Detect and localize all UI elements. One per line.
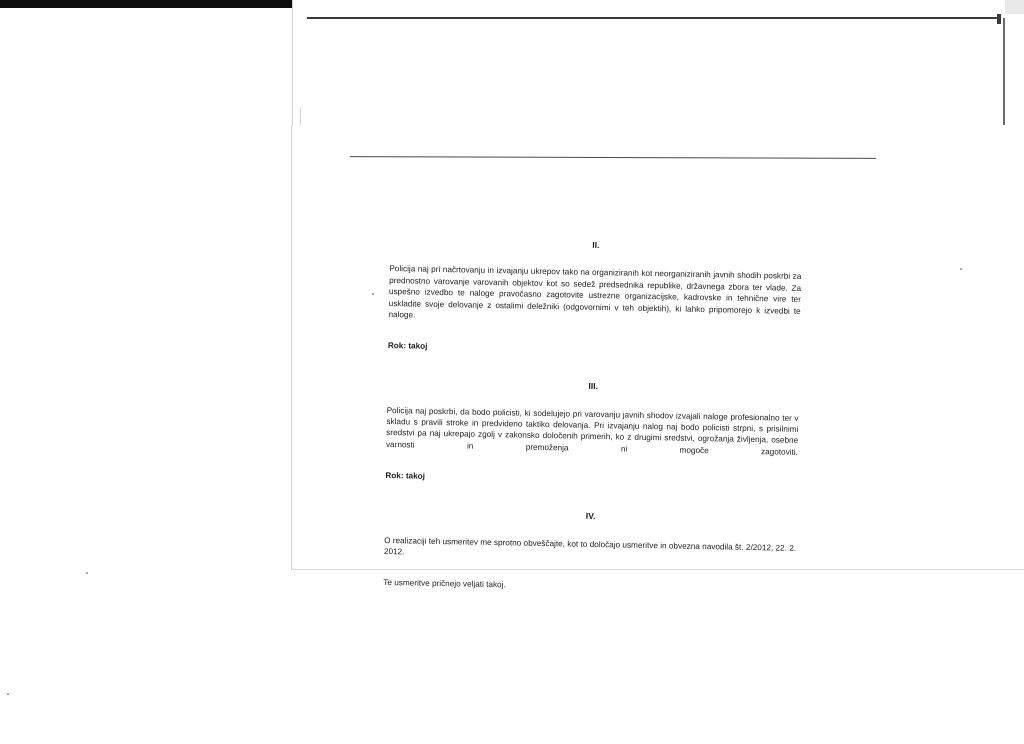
scan-speck	[960, 268, 962, 270]
scan-speck	[372, 293, 374, 295]
scan-speck	[86, 572, 88, 574]
section-ii-deadline: Rok: takoj	[387, 340, 428, 351]
section-heading-ii: II.	[592, 239, 600, 251]
closing-statement: Te usmeritve pričnejo veljati takoj.	[383, 577, 506, 590]
document-body	[383, 236, 802, 596]
scan-dark-edge	[0, 0, 292, 8]
section-iii-paragraph: Policija naj poskrbi, da bodo policisti, ki sodelujejo pri varovanju javnih shodov izvajali naloge profesionalno ter v skladu s pravili stroke in predvideno taktiko delovanja. Pri izvajanju nalog naj bodo policisti strpni, s prisilnimi sredstvi pa naj ukrepajo zgolj v zakonsko določenih primerih, ko z drugimi sredstvi, ogrožanja življenja, osebne varnosti in premoženja ni mogoče zagotoviti.	[385, 405, 799, 457]
back-sheet-edge	[1003, 18, 1005, 126]
section-ii-paragraph: Policija naj pri načrtovanju in izvajanju ukrepov tako na organiziranih kot neorganiziranih javnih shodih poskrbi za prednostno varovanje varovanih objektov kot so sedež predsednika republike, državnega zbora ter vlade. Za uspešno izvedbo te naloge pravočasno zagotovite ustrezne organizacijske, kadrovske in tehnične vire ter uskladite svoje delovanje z ostalimi deležniki (odgovornimi v teh objektih), ki lahko pripomorejo k izvedbi te naloge.	[388, 264, 802, 320]
section-iv-paragraph: O realizaciji teh usmeritev me sprotno obveščajte, kot to določajo usmeritve in obvezna navodila št. 2/2012, 22. 2. 2012.	[383, 535, 797, 557]
section-iii-deadline: Rok: takoj	[385, 470, 426, 481]
back-sheet-rule	[307, 17, 1001, 19]
section-heading-iv: IV.	[585, 510, 596, 522]
section-heading-iii: III.	[588, 381, 599, 392]
scan-speck	[7, 693, 9, 695]
back-sheet-rule-tick	[997, 14, 1001, 24]
